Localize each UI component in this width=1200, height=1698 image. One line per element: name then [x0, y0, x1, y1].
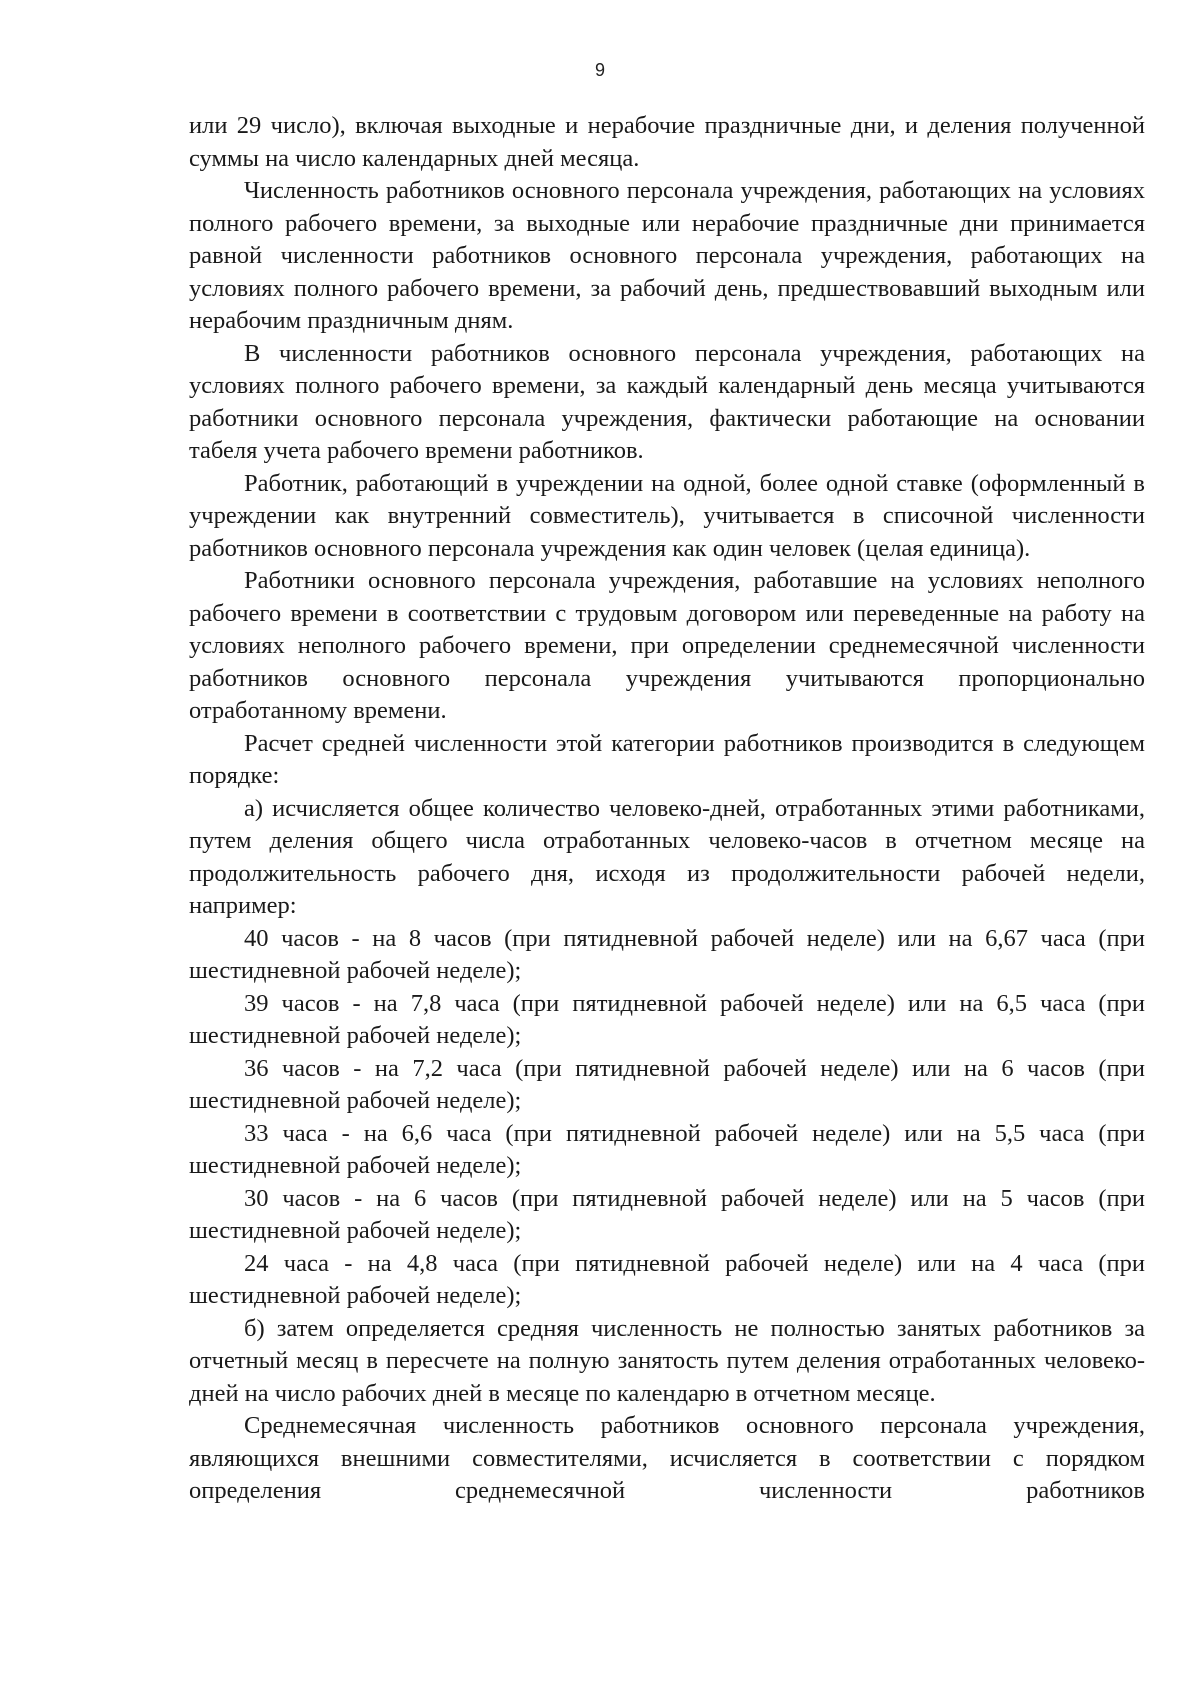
paragraph-example-item: 40 часов - на 8 часов (при пятидневной рабочей неделе) или на 6,67 часа (при шестидневной рабочей неделе);	[189, 924, 1145, 984]
document-body	[189, 110, 1145, 1508]
paragraph-continued: Среднемесячная численность работников основного персонала учреждения, являющихся внешними совместителями, исчисляется в соответствии с порядком определения среднемесячной численности работников	[189, 1412, 1145, 1504]
paragraph-example-item: 24 часа - на 4,8 часа (при пятидневной рабочей неделе) или на 4 часа (при шестидневной рабочей неделе);	[189, 1249, 1145, 1309]
paragraph: Расчет средней численности этой категории работников производится в следующем порядке:	[189, 729, 1145, 789]
page-number: 9	[594, 60, 605, 80]
paragraph: Численность работников основного персонала учреждения, работающих на условиях полного рабочего времени, за выходные или нерабочие праздничные дни принимается равной численности работников основного персонала учреждения, работающих на условиях полного рабочего времени, за рабочий день, предшествовавший выходным или нерабочим праздничным дням.	[189, 177, 1145, 334]
paragraph: или 29 число), включая выходные и нерабочие праздничные дни, и деления полученной суммы на число календарных дней месяца.	[189, 112, 1145, 172]
paragraph-list-item: б) затем определяется средняя численность не полностью занятых работников за отчетный месяц в пересчете на полную занятость путем деления отработанных человеко-дней на число рабочих дней в месяце по календарю в отчетном месяце.	[189, 1314, 1145, 1407]
paragraph-example-item: 39 часов - на 7,8 часа (при пятидневной рабочей неделе) или на 6,5 часа (при шестидневной рабочей неделе);	[189, 989, 1145, 1049]
paragraph: Работники основного персонала учреждения, работавшие на условиях неполного рабочего времени в соответствии с трудовым договором или переведенные на работу на условиях неполного рабочего времени, при определении среднемесячной численности работников основного персонала учреждения учитываются пропорционально отработанному времени.	[189, 567, 1145, 724]
paragraph-example-item: 30 часов - на 6 часов (при пятидневной рабочей неделе) или на 5 часов (при шестидневной рабочей неделе);	[189, 1184, 1145, 1244]
paragraph-example-item: 36 часов - на 7,2 часа (при пятидневной рабочей неделе) или на 6 часов (при шестидневной рабочей неделе);	[189, 1054, 1145, 1114]
paragraph: В численности работников основного персонала учреждения, работающих на условиях полного рабочего времени, за каждый календарный день месяца учитываются работники основного персонала учреждения, фактически работающие на основании табеля учета рабочего времени работников.	[189, 339, 1145, 464]
paragraph: Работник, работающий в учреждении на одной, более одной ставке (оформленный в учреждении как внутренний совместитель), учитывается в списочной численности работников основного персонала учреждения как один человек (целая единица).	[189, 469, 1145, 562]
paragraph-example-item: 33 часа - на 6,6 часа (при пятидневной рабочей неделе) или на 5,5 часа (при шестидневной рабочей неделе);	[189, 1119, 1145, 1179]
paragraph-list-item: а) исчисляется общее количество человеко-дней, отработанных этими работниками, путем деления общего числа отработанных человеко-часов в отчетном месяце на продолжительность рабочего дня, исходя из продолжительности рабочей недели, например:	[189, 794, 1145, 919]
